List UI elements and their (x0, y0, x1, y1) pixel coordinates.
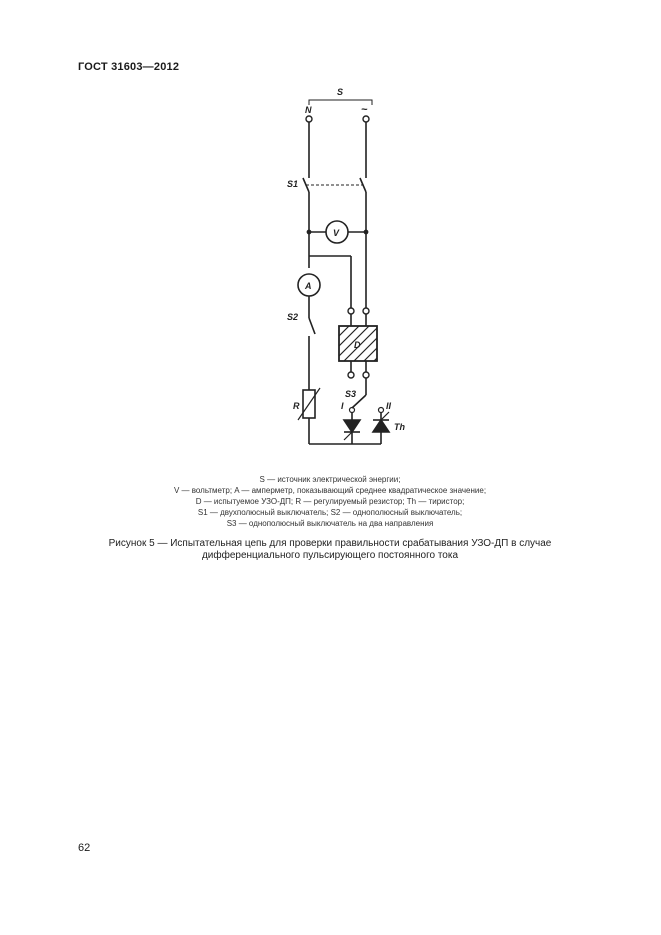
label-pos-two: II (386, 401, 392, 411)
s2-blade (309, 318, 315, 334)
label-s1: S1 (287, 179, 299, 189)
label-pos-one: I (341, 401, 344, 411)
legend-line: S — источник электрической энергии; (259, 475, 401, 484)
terminal-ac (363, 116, 369, 122)
label-device: D (354, 340, 361, 350)
label-resistor: R (293, 401, 300, 411)
figure-legend (130, 474, 530, 529)
label-ammeter: A (305, 281, 312, 291)
label-s3: S3 (345, 389, 357, 399)
legend-line: D — испытуемое УЗО-ДП; R — регулируемый резистор; Th — тиристор; (195, 497, 465, 506)
thyristor-one-icon (344, 420, 360, 432)
label-ac: ~ (361, 104, 368, 116)
label-s2: S2 (287, 312, 299, 322)
figure-caption (100, 538, 560, 562)
legend-line: V — вольтметр; A — амперметр, показывающий среднее квадратическое значение; (173, 486, 487, 495)
label-voltmeter: V (333, 228, 340, 238)
label-neutral: N (305, 105, 312, 115)
label-thyristor: Th (394, 422, 405, 432)
thyristor-two-icon (373, 420, 389, 432)
caption-line: дифференциального пульсирующего постоянного тока (201, 550, 459, 561)
page-number: 62 (78, 842, 91, 854)
label-source: S (337, 87, 344, 97)
legend-line: S1 — двухполюсный выключатель; S2 — однополюсный выключатель; (197, 508, 463, 517)
caption-line: Рисунок 5 — Испытательная цепь для проверки правильности срабатывания УЗО-ДП в случае (108, 538, 552, 549)
document-header: ГОСТ 31603—2012 (78, 61, 180, 73)
legend-line: S3 — однополюсный выключатель на два направления (226, 519, 434, 528)
terminal-n (306, 116, 312, 122)
